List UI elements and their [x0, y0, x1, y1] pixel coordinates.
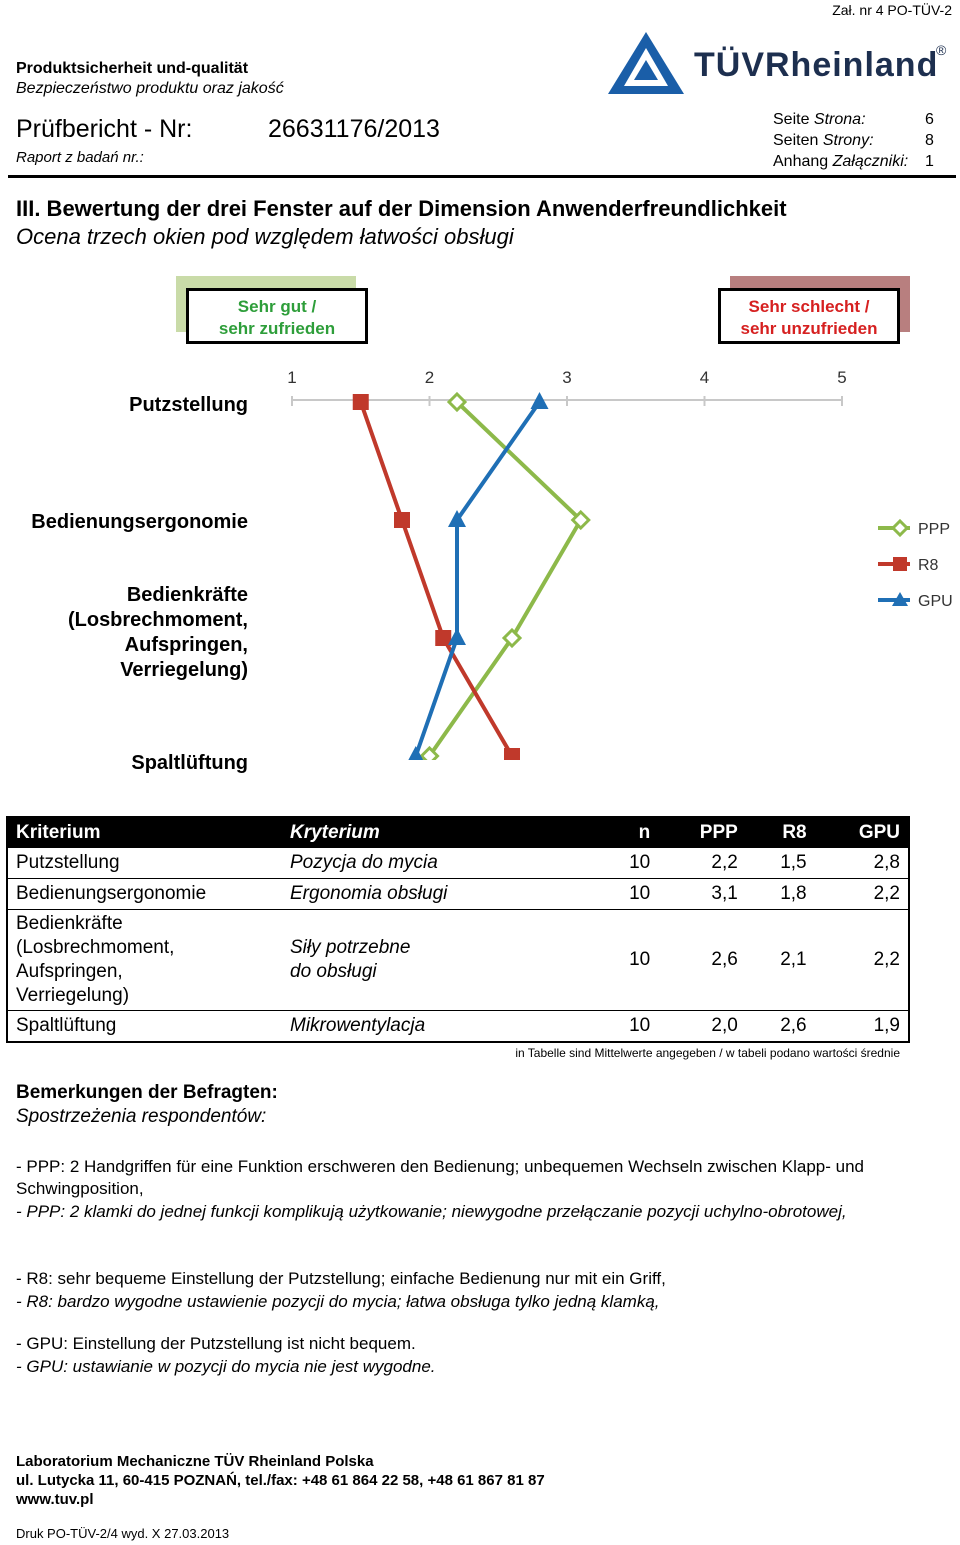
cell-criterion-pl: Pozycja do mycia [282, 848, 598, 879]
chart-row-label-2: Bedienungsergonomie [31, 511, 248, 533]
top-note: Zał. nr 4 PO-TÜV-2 [832, 2, 952, 18]
chart-row-label-3-line3: Aufspringen, [124, 634, 248, 656]
header-n: n [598, 817, 658, 848]
footer-print: Druk PO-TÜV-2/4 wyd. X 27.03.2013 [16, 1526, 230, 1541]
table-row [7, 879, 909, 910]
cell-r8: 2,6 [746, 1011, 815, 1043]
table-row [7, 910, 909, 1011]
legend-label-r8: R8 [918, 557, 939, 574]
tuv-logo [606, 30, 956, 96]
very-bad-line1: Sehr schlecht / [748, 297, 870, 316]
page-info [773, 111, 934, 129]
very-bad-line2: sehr unzufrieden [740, 319, 878, 338]
annex-value: 1 [925, 153, 934, 170]
table-row [7, 1011, 909, 1043]
report-number-label-pl: Raport z badań nr.: [16, 149, 144, 166]
marker-r8 [504, 748, 520, 760]
cell-criterion-pl: Mikrowentylacja [282, 1011, 598, 1043]
legend-label-gpu: GPU [918, 593, 953, 610]
cell-line: Verriegelung) [16, 985, 130, 1006]
chart-row-label-3-line1: Bedienkräfte [126, 584, 248, 606]
scale-tick-label: 1 [287, 368, 297, 387]
annex-info [773, 153, 934, 171]
cell-criterion-de: Putzstellung [7, 848, 282, 879]
remarks-title: Bemerkungen der Befragten: [16, 1082, 278, 1103]
cell-gpu: 2,8 [815, 848, 909, 879]
page-value: 6 [925, 111, 934, 128]
cell-gpu: 2,2 [815, 879, 909, 910]
remark-ppp-pl: - PPP: 2 klamki do jednej funkcji komplikują użytkowanie; niewygodne przełączanie pozycji uchylno-obrotowej, [16, 1202, 847, 1221]
table-row [7, 848, 909, 879]
remark-ppp-de: - PPP: 2 Handgriffen für eine Funktion erschweren den Bedienung; unbequemen Wechseln zwischen Klapp- und Schwingposition, [16, 1157, 865, 1198]
cell-gpu: 2,2 [815, 910, 909, 1011]
series-line-ppp [430, 402, 581, 756]
chart-row-label-4: Spaltlüftung [131, 752, 248, 774]
marker-r8 [353, 394, 369, 410]
table-note: in Tabelle sind Mittelwerte angegeben / w tabeli podano wartości średnie [515, 1046, 900, 1060]
cell-gpu: 1,9 [815, 1011, 909, 1043]
header-r8: R8 [746, 817, 815, 848]
scale-tick-label: 5 [837, 368, 847, 387]
scale-tick-label: 4 [699, 368, 710, 387]
cell-r8: 2,1 [746, 910, 815, 1011]
very-good-box [186, 288, 368, 344]
cell-line: do obsługi [290, 961, 377, 982]
cell-line: Aufspringen, [16, 961, 123, 982]
very-good-line1: Sehr gut / [237, 297, 317, 316]
cell-n: 10 [598, 1011, 658, 1043]
cell-line: Siły potrzebne [290, 937, 411, 958]
very-bad-box [718, 288, 900, 344]
cell-criterion-de: Bedienungsergonomie [7, 879, 282, 910]
remark-gpu-de: - GPU: Einstellung der Putzstellung ist nicht bequem. [16, 1334, 416, 1353]
header-kryterium: Kryterium [282, 817, 598, 848]
pages-label-pl: Strony: [822, 132, 874, 149]
cell-n: 10 [598, 879, 658, 910]
remark-r8-de: - R8: sehr bequeme Einstellung der Putzstellung; einfache Bedienung nur mit ein Griff, [16, 1269, 666, 1288]
annex-label-pl: Załączniki: [832, 153, 909, 170]
marker-r8 [394, 512, 410, 528]
cell-ppp: 3,1 [658, 879, 746, 910]
page-label-pl: Strona: [813, 111, 866, 128]
annex-label: Anhang [773, 153, 829, 170]
page-label: Seite [773, 111, 810, 128]
section-title: III. Bewertung der drei Fenster auf der Dimension Anwenderfreundlichkeit [16, 196, 787, 221]
cell-ppp: 2,6 [658, 910, 746, 1011]
profile-chart [0, 360, 960, 760]
cell-n: 10 [598, 848, 658, 879]
footer-address: ul. Lutycka 11, 60-415 POZNAŃ, tel./fax: +48 61 864 22 58, +48 61 867 81 87 [16, 1472, 545, 1489]
report-number: 26631176/2013 [268, 115, 440, 143]
tuv-logo-text: TÜVRheinland [694, 46, 939, 84]
header-divider [8, 175, 956, 178]
cell-ppp: 2,0 [658, 1011, 746, 1043]
cell-line: Bedienkräfte [16, 913, 123, 934]
cell-criterion-pl [282, 910, 598, 1011]
chart-row-label-3-line4: Verriegelung) [120, 659, 248, 681]
section-subtitle: Ocena trzech okien pod względem łatwości obsługi [16, 224, 514, 249]
cell-r8: 1,8 [746, 879, 815, 910]
cell-n: 10 [598, 910, 658, 1011]
marker-gpu [407, 746, 425, 760]
scale-tick-label: 3 [562, 368, 572, 387]
tuv-logo-reg: ® [936, 42, 947, 58]
scale-tick-label: 2 [424, 368, 435, 387]
legend-marker-ppp [893, 521, 907, 535]
cell-line: (Losbrechmoment, [16, 937, 175, 958]
cell-ppp: 2,2 [658, 848, 746, 879]
header-gpu: GPU [815, 817, 909, 848]
footer-web: www.tuv.pl [16, 1491, 94, 1508]
product-safety-heading: Produktsicherheit und-qualität [16, 60, 249, 77]
cell-criterion-de: Spaltlüftung [7, 1011, 282, 1043]
remark-gpu-pl: - GPU: ustawianie w pozycji do mycia nie jest wygodne. [16, 1357, 436, 1376]
tuv-triangle-icon [606, 30, 686, 96]
series-line-gpu [416, 402, 540, 756]
pages-value: 8 [925, 132, 934, 149]
legend-marker-r8 [893, 557, 907, 571]
cell-r8: 1,5 [746, 848, 815, 879]
header-ppp: PPP [658, 817, 746, 848]
pages-info [773, 132, 934, 150]
chart-row-label-3-line2: (Losbrechmoment, [67, 609, 248, 631]
footer-lab: Laboratorium Mechaniczne TÜV Rheinland Polska [16, 1453, 374, 1470]
cell-criterion-de [7, 910, 282, 1011]
results-table [6, 816, 910, 1043]
cell-criterion-pl: Ergonomia obsługi [282, 879, 598, 910]
product-safety-heading-pl: Bezpieczeństwo produktu oraz jakość [16, 80, 284, 97]
table-header-row [7, 817, 909, 848]
remark-r8-pl: - R8: bardzo wygodne ustawienie pozycji do mycia; łatwa obsługa tylko jedną klamką, [16, 1292, 660, 1311]
report-number-label: Prüfbericht - Nr: [16, 115, 193, 143]
remarks-title-pl: Spostrzeżenia respondentów: [16, 1106, 267, 1127]
chart-row-label-1: Putzstellung [129, 394, 248, 416]
legend-label-ppp: PPP [918, 521, 951, 538]
very-good-line2: sehr zufrieden [218, 319, 336, 338]
header-kriterium: Kriterium [7, 817, 282, 848]
pages-label: Seiten [773, 132, 819, 149]
